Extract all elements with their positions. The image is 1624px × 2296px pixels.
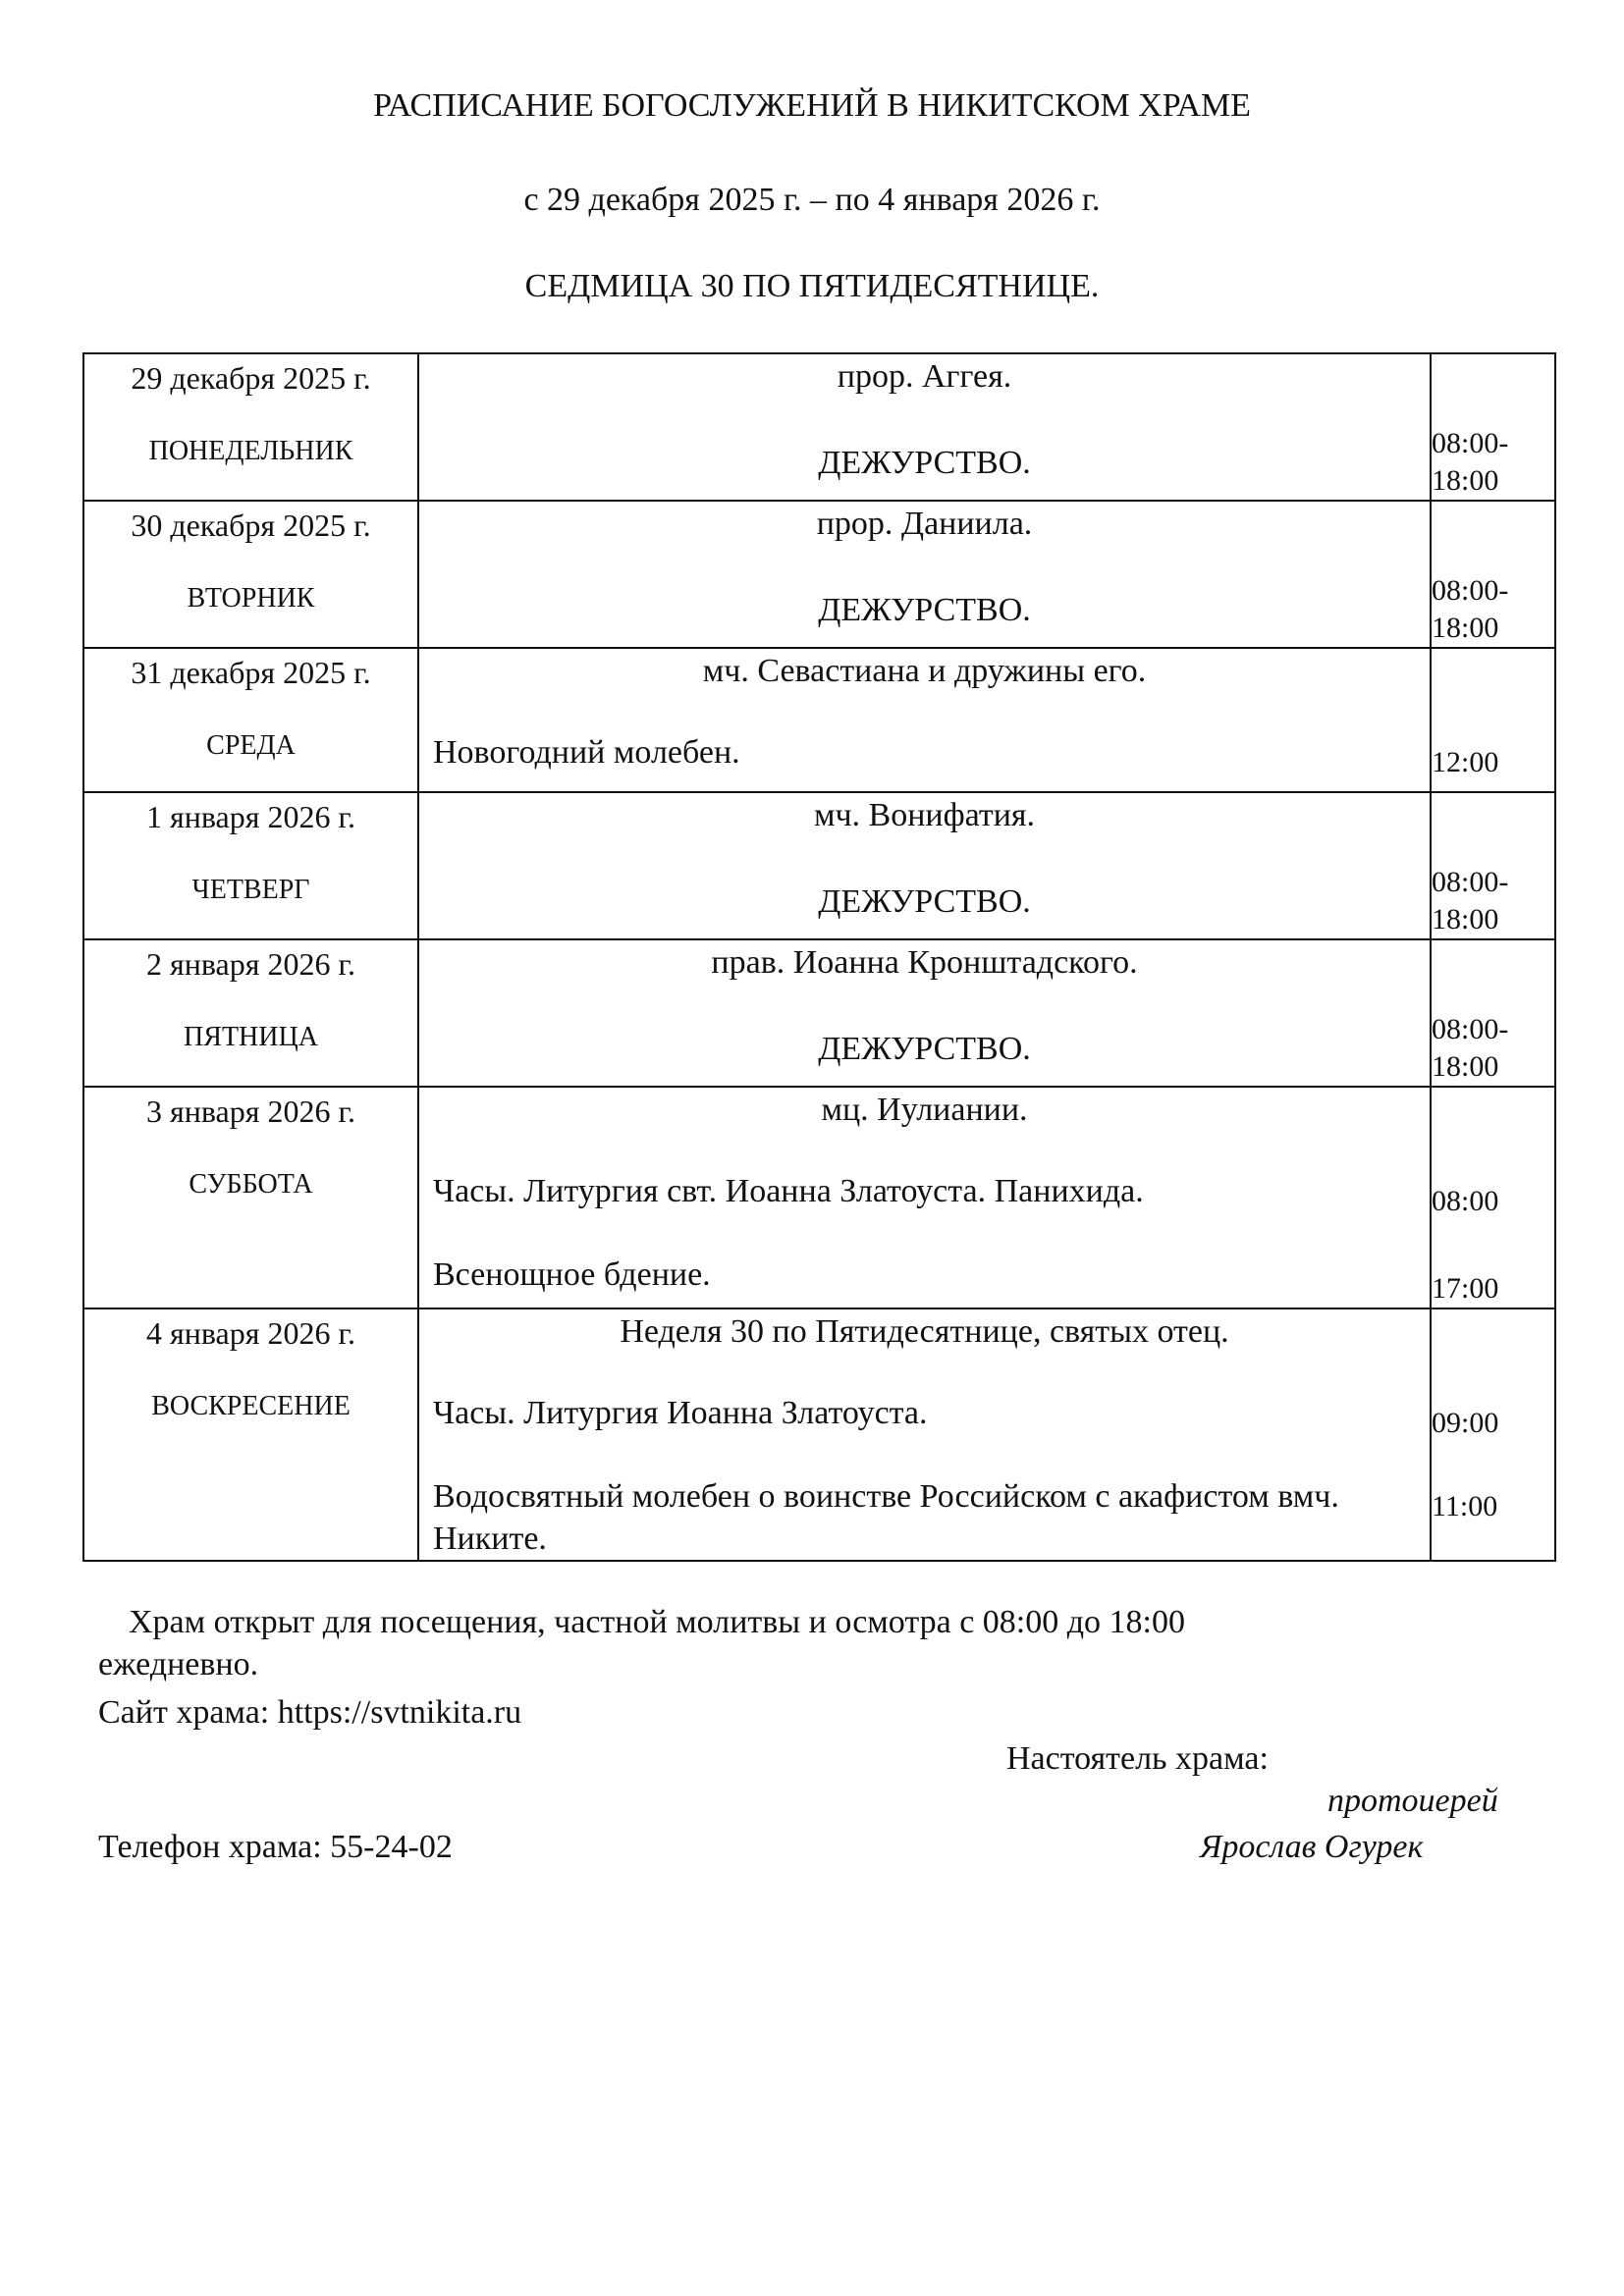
feast-name: прав. Иоанна Кронштадского. <box>711 944 1138 981</box>
service-cell <box>418 1308 1431 1561</box>
time-cell <box>1431 353 1555 501</box>
day-date: 29 декабря 2025 г. <box>131 360 371 396</box>
date-range: с 29 декабря 2025 г. – по 4 января 2026 г. <box>523 182 1101 218</box>
day-cell <box>83 501 418 648</box>
service-item: ДЕЖУРСТВО. <box>818 883 1031 920</box>
day-weekday: ПОНЕДЕЛЬНИК <box>148 436 353 466</box>
service-item: ДЕЖУРСТВО. <box>818 445 1031 481</box>
service-item: Водосвятный молебен о воинстве Российском с акафистом вмч. Никите. <box>433 1478 1339 1557</box>
day-cell <box>83 1308 418 1561</box>
day-cell <box>83 1087 418 1308</box>
service-time: 08:00-18:00 <box>1432 574 1509 644</box>
day-cell <box>83 353 418 501</box>
time-cell <box>1431 648 1555 792</box>
schedule-row-wednesday <box>83 648 1555 792</box>
church-website: Сайт храма: https://svtnikita.ru <box>98 1694 522 1731</box>
day-weekday: СУББОТА <box>189 1169 313 1200</box>
day-weekday: ЧЕТВЕРГ <box>191 875 310 905</box>
time-cell <box>1431 501 1555 648</box>
day-weekday: ПЯТНИЦА <box>184 1022 318 1052</box>
opening-hours-line-2: ежедневно. <box>98 1646 259 1682</box>
feast-name: прор. Даниила. <box>816 506 1033 542</box>
service-time: 08:00-18:00 <box>1432 866 1509 935</box>
time-cell <box>1431 1087 1555 1308</box>
service-cell <box>418 1087 1431 1308</box>
rector-rank: протоиерей <box>1327 1783 1498 1819</box>
day-weekday: ВТОРНИК <box>187 583 315 614</box>
schedule-row-tuesday <box>83 501 1555 648</box>
schedule-row-sunday <box>83 1308 1555 1561</box>
service-cell <box>418 939 1431 1087</box>
service-cell <box>418 648 1431 792</box>
day-date: 31 декабря 2025 г. <box>131 655 371 690</box>
service-time: 11:00 <box>1432 1490 1498 1522</box>
service-item: Всенощное бдение. <box>433 1256 711 1293</box>
service-cell <box>418 501 1431 648</box>
week-title: СЕДМИЦА 30 ПО ПЯТИДЕСЯТНИЦЕ. <box>524 268 1100 304</box>
schedule-row-monday <box>83 353 1555 501</box>
service-item: Новогодний молебен. <box>433 734 740 771</box>
schedule-row-friday <box>83 939 1555 1087</box>
rector-name: Ярослав Огурек <box>1200 1829 1424 1865</box>
opening-hours-line-1: Храм открыт для посещения, частной молитвы и осмотра с 08:00 до 18:00 <box>129 1604 1185 1640</box>
day-date: 4 января 2026 г. <box>146 1315 355 1351</box>
time-cell <box>1431 792 1555 939</box>
day-date: 1 января 2026 г. <box>146 799 355 834</box>
service-time: 08:00-18:00 <box>1432 427 1509 497</box>
service-time: 08:00 <box>1432 1185 1499 1217</box>
service-item: ДЕЖУРСТВО. <box>818 1031 1031 1067</box>
day-date: 2 января 2026 г. <box>146 946 355 982</box>
service-time: 17:00 <box>1432 1272 1499 1305</box>
service-time: 09:00 <box>1432 1407 1499 1439</box>
schedule-table-body <box>83 353 1555 1561</box>
page-title: РАСПИСАНИЕ БОГОСЛУЖЕНИЙ В НИКИТСКОМ ХРАМЕ <box>373 87 1251 124</box>
feast-name: мч. Севастиана и дружины его. <box>702 653 1147 689</box>
day-date: 3 января 2026 г. <box>146 1094 355 1129</box>
service-item: Часы. Литургия свт. Иоанна Златоуста. Панихида. <box>433 1173 1144 1209</box>
feast-name: мч. Вонифатия. <box>813 797 1036 833</box>
service-item: ДЕЖУРСТВО. <box>818 592 1031 628</box>
day-cell <box>83 648 418 792</box>
service-time: 12:00 <box>1432 746 1499 778</box>
service-item: Часы. Литургия Иоанна Златоуста. <box>433 1395 928 1431</box>
service-time: 08:00-18:00 <box>1432 1013 1509 1083</box>
day-cell <box>83 792 418 939</box>
church-phone: Телефон храма: 55-24-02 <box>98 1829 453 1865</box>
feast-name: Неделя 30 по Пятидесятнице, святых отец. <box>620 1313 1229 1350</box>
service-cell <box>418 353 1431 501</box>
service-cell <box>418 792 1431 939</box>
schedule-row-thursday <box>83 792 1555 939</box>
day-weekday: ВОСКРЕСЕНИЕ <box>151 1391 351 1421</box>
feast-name: прор. Аггея. <box>837 358 1012 395</box>
day-weekday: СРЕДА <box>206 730 296 761</box>
day-cell <box>83 939 418 1087</box>
schedule-table <box>82 352 1556 1562</box>
time-cell <box>1431 1308 1555 1561</box>
time-cell <box>1431 939 1555 1087</box>
schedule-row-saturday <box>83 1087 1555 1308</box>
day-date: 30 декабря 2025 г. <box>131 507 371 543</box>
feast-name: мц. Иулиании. <box>821 1092 1028 1128</box>
rector-title: Настоятель храма: <box>1006 1740 1269 1777</box>
